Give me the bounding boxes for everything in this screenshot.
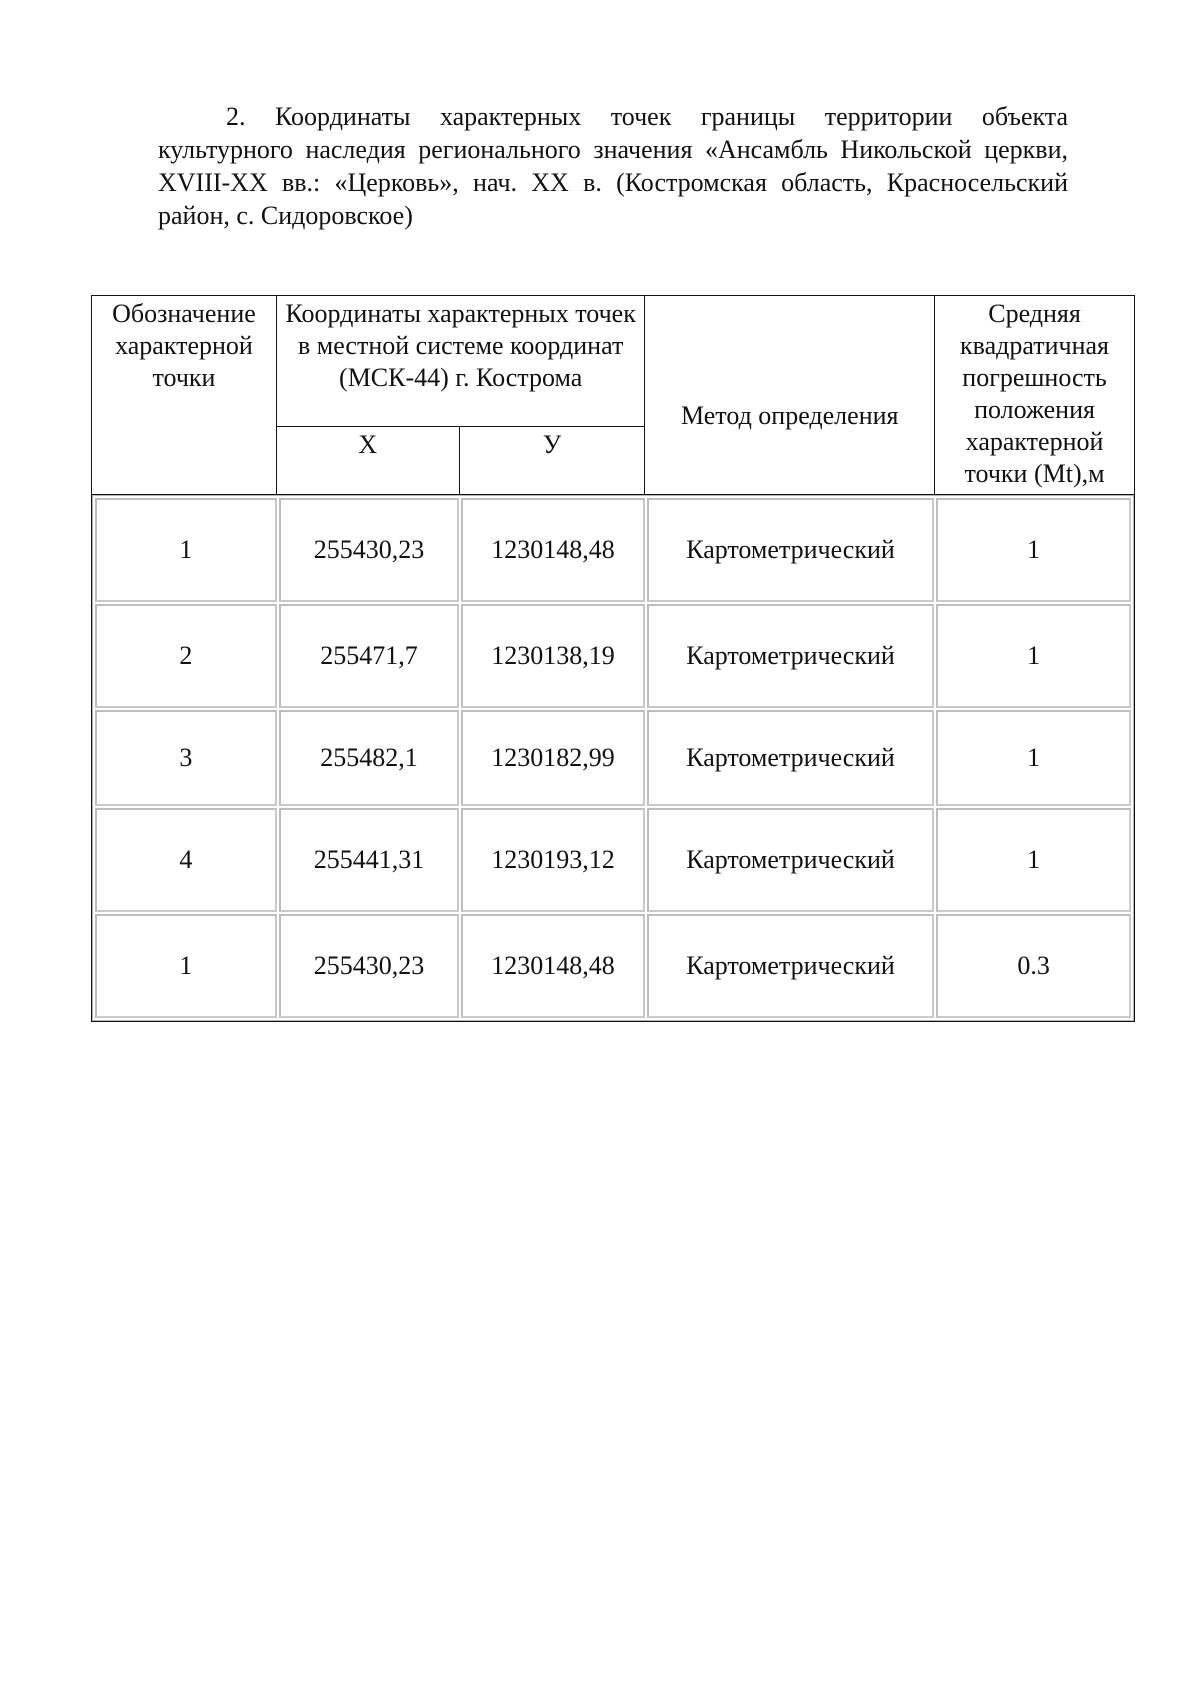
table-row bbox=[95, 914, 1131, 1018]
table-row bbox=[95, 604, 1131, 708]
cell-x: 255441,31 bbox=[279, 808, 460, 912]
header-coordinates: Координаты характерных точек в местной системе координат (МСК-44) г. Кострома bbox=[276, 296, 644, 427]
cell-point: 4 bbox=[95, 808, 277, 912]
table-row bbox=[95, 808, 1131, 912]
cell-y: 1230148,48 bbox=[461, 914, 645, 1018]
cell-y: 1230138,19 bbox=[461, 604, 645, 708]
cell-error: 1 bbox=[936, 808, 1131, 912]
header-y: У bbox=[459, 426, 645, 494]
cell-y: 1230193,12 bbox=[461, 808, 645, 912]
cell-point: 3 bbox=[95, 710, 277, 806]
cell-point: 2 bbox=[95, 604, 277, 708]
header-method: Метод определения bbox=[645, 296, 935, 495]
cell-x: 255430,23 bbox=[279, 914, 460, 1018]
cell-y: 1230148,48 bbox=[461, 498, 645, 602]
header-point: Обозначение характерной точки bbox=[92, 296, 277, 495]
cell-error: 1 bbox=[936, 498, 1131, 602]
cell-error: 0.3 bbox=[936, 914, 1131, 1018]
cell-method: Картометрический bbox=[647, 808, 934, 912]
cell-point: 1 bbox=[95, 498, 277, 602]
table-row bbox=[95, 498, 1131, 602]
cell-x: 255430,23 bbox=[279, 498, 460, 602]
cell-method: Картометрический bbox=[647, 498, 934, 602]
cell-method: Картометрический bbox=[647, 710, 934, 806]
data-table bbox=[92, 495, 1134, 1021]
cell-x: 255482,1 bbox=[279, 710, 460, 806]
cell-method: Картометрический bbox=[647, 604, 934, 708]
cell-error: 1 bbox=[936, 604, 1131, 708]
cell-method: Картометрический bbox=[647, 914, 934, 1018]
cell-y: 1230182,99 bbox=[461, 710, 645, 806]
header-error: Средняя квадратичная погрешность положения характерной точки (Mt),м bbox=[935, 296, 1135, 495]
header-x: Х bbox=[276, 426, 459, 494]
table-row bbox=[95, 710, 1131, 806]
header-row bbox=[92, 296, 1135, 427]
section-heading: 2. Координаты характерных точек границы территории объекта культурного наследия регионального значения «Ансамбль Никольской церкви, XVIII-XX вв.: «Церковь», нач. XX в. (Костромская область, Красносельский район, с. Сидоровское) bbox=[158, 102, 1068, 230]
coordinates-table bbox=[91, 295, 1135, 1022]
cell-x: 255471,7 bbox=[279, 604, 460, 708]
cell-error: 1 bbox=[936, 710, 1131, 806]
cell-point: 1 bbox=[95, 914, 277, 1018]
